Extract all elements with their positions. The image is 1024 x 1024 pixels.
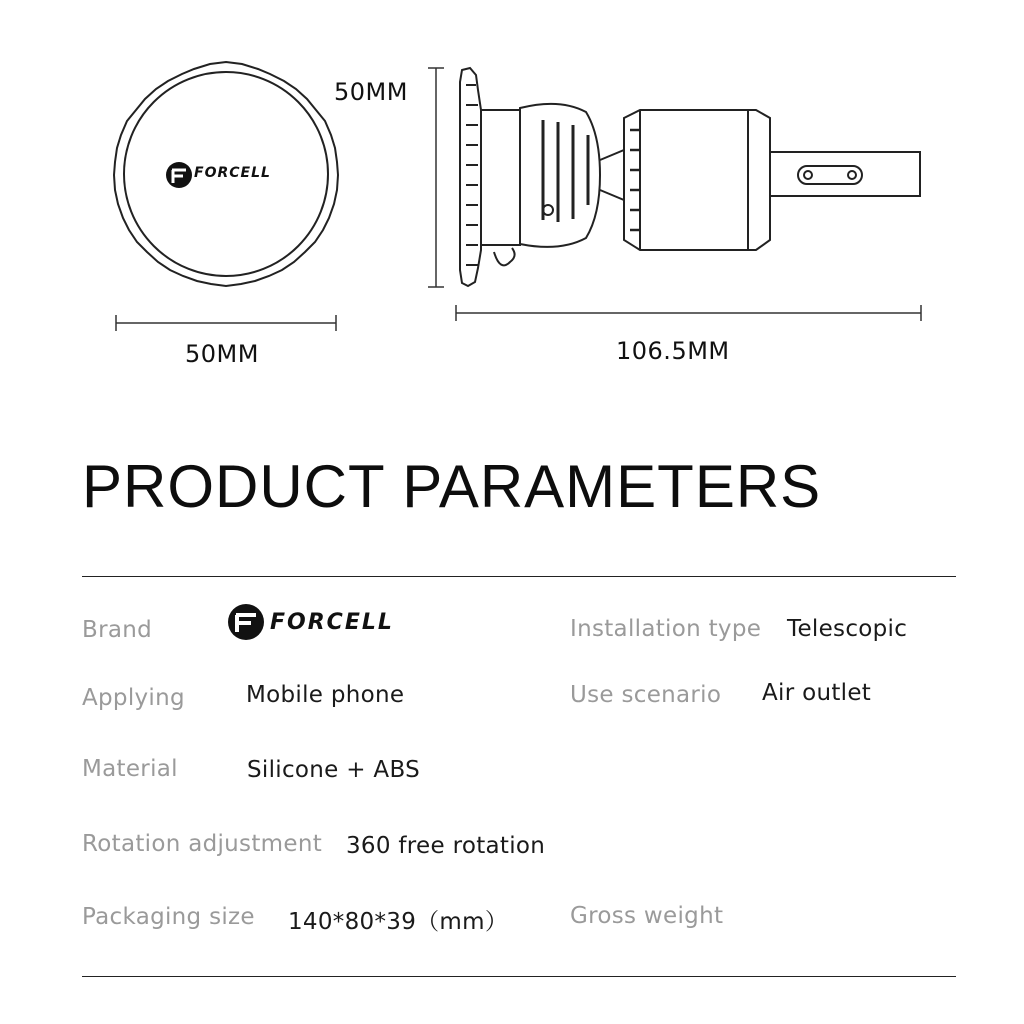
side-view (460, 68, 920, 286)
front-height-label: 50MM (334, 78, 408, 106)
bottom-rule (82, 976, 956, 977)
packaging-value: 140*80*39（mm） (288, 909, 509, 935)
brand-logo-text: FORCELL (270, 610, 394, 635)
front-dims (116, 68, 444, 331)
front-logo-text: FORCELL (194, 165, 271, 181)
brand-label: Brand (82, 617, 153, 643)
scenario-label: Use scenario (570, 682, 722, 708)
top-rule (82, 576, 956, 577)
scenario-value: Air outlet (762, 680, 872, 706)
material-label: Material (82, 756, 178, 782)
packaging-label: Packaging size (82, 904, 255, 930)
applying-label: Applying (82, 685, 185, 711)
rotation-value: 360 free rotation (346, 833, 546, 859)
side-dims (456, 305, 921, 321)
installation-value: Telescopic (787, 616, 908, 642)
side-length-label: 106.5MM (616, 337, 730, 365)
weight-label: Gross weight (570, 903, 724, 929)
material-value: Silicone + ABS (247, 757, 421, 783)
rotation-label: Rotation adjustment (82, 831, 323, 857)
brand-logo (228, 604, 264, 640)
section-title: PRODUCT PARAMETERS (82, 453, 822, 520)
applying-value: Mobile phone (246, 682, 405, 708)
front-width-label: 50MM (185, 340, 259, 368)
installation-label: Installation type (570, 616, 762, 642)
front-logo (166, 162, 192, 188)
